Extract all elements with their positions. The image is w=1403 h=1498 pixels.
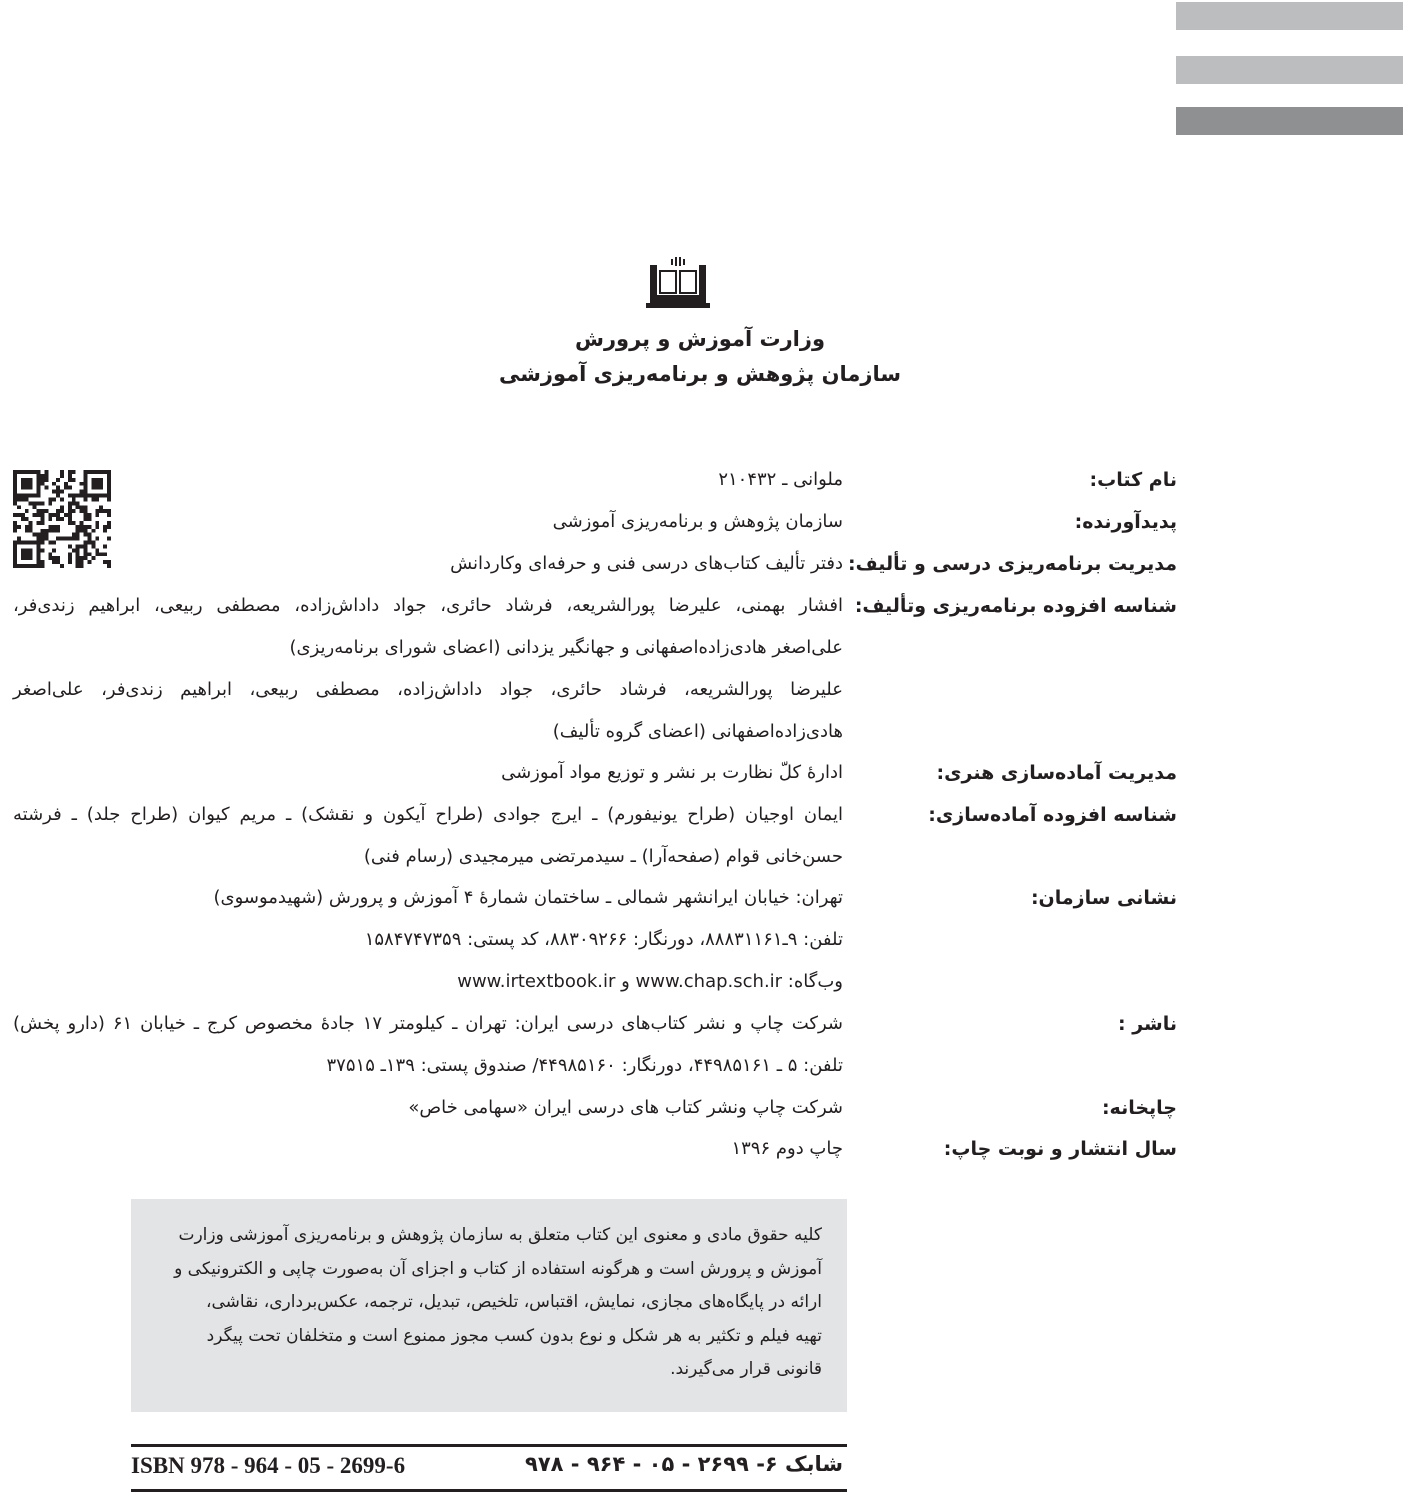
curriculum-id-line-4: هادی‌زاده‌اصفهانی (اعضای گروه تألیف) [552,721,843,742]
curriculum-id-label: شناسه افزوده برنامه‌ریزی وتألیف: [854,595,1177,617]
address-line-2: تلفن: ۹ـ۸۸۸۳۱۱۶۱، دورنگار: ۸۸۳۰۹۲۶۶، کد پستی: ۱۵۸۴۷۴۷۳۵۹ [364,929,843,950]
ministry-book-emblem-icon [646,256,710,310]
curriculum-management-value: دفتر تألیف کتاب‌های درسی فنی و حرفه‌ای وکاردانش [450,553,843,574]
art-id-line-2: حسن‌خانی قوام (صفحه‌آرا) ـ سیدمرتضی میرمجیدی (رسام فنی) [363,846,843,867]
decorative-tab-3 [1176,107,1403,135]
ministry-title: وزارت آموزش و پرورش [574,327,826,351]
edition-value: چاپ دوم ۱۳۹۶ [731,1138,843,1159]
address-line-3: وب‌گاه: www.chap.sch.ir و www.irtextbook.ir [457,971,843,992]
curriculum-id-line-2: علی‌اصغر هادی‌زاده‌اصفهانی و جهانگیر یزدانی (اعضای شورای برنامه‌ریزی) [289,637,843,658]
notice-line-5: قانونی قرار می‌گیرند. [670,1359,822,1379]
decorative-tab-2 [1176,56,1403,84]
art-management-label: مدیریت آماده‌سازی هنری: [936,762,1177,784]
art-id-line-1: ایمان اوجیان (طراح یونیفورم) ـ ایرج جوادی (طراح آیکون و نقشک) ـ مریم کیوان (طراح جلد) ـ فرشته [13,804,843,825]
curriculum-id-line-1: افشار بهمنی، علیرضا پورالشریعه، فرشاد حائری، جواد داداش‌زاده، مصطفی ربیعی، ابراهیم زندی‌فر، [13,595,843,616]
publisher-line-1: شرکت چاپ و نشر کتاب‌های درسی ایران: تهران ـ کیلومتر ۱۷ جادهٔ مخصوص کرج ـ خیابان ۶۱ (دارو پخش) [13,1013,844,1034]
notice-line-2: آموزش و پرورش است و هرگونه استفاده از کتاب و اجزای آن به‌صورت چاپی و الکترونیکی و [174,1258,822,1279]
curriculum-management-label: مدیریت برنامه‌ریزی درسی و تألیف: [847,553,1177,575]
qr-code-icon [12,470,112,568]
book-name-label: نام کتاب: [1089,469,1177,491]
decorative-tab-1 [1176,2,1403,30]
edition-label: سال انتشار و نوبت چاپ: [943,1138,1177,1160]
creator-value: سازمان پژوهش و برنامه‌ریزی آموزشی [552,511,843,532]
notice-line-3: ارائه در پایگاه‌های مجازی، نمایش، اقتباس، تلخیص، تبدیل، ترجمه، عکس‌برداری، نقاشی، [205,1292,822,1312]
curriculum-id-line-3: علیرضا پورالشریعه، فرشاد حائری، جواد داداش‌زاده، مصطفی ربیعی، ابراهیم زندی‌فر، علی‌اصغر [13,679,843,700]
printer-label: چاپخانه: [1101,1097,1177,1119]
address-line-1: تهران: خیابان ایرانشهر شمالی ـ ساختمان شمارهٔ ۴ آموزش و پرورش (شهیدموسوی) [213,887,843,908]
printer-value: شرکت چاپ ونشر کتاب های درسی ایران «سهامی خاص» [408,1097,843,1118]
isbn-english: ISBN 978 - 964 - 05 - 2699-6 [131,1453,406,1478]
art-id-label: شناسه افزوده آماده‌سازی: [928,804,1177,826]
publisher-label: ناشر : [1118,1013,1177,1035]
notice-line-1: کلیه حقوق مادی و معنوی این کتاب متعلق به سازمان پژوهش و برنامه‌ریزی آموزشی وزارت [178,1225,822,1245]
book-name-value: ملوانی ـ ۲۱۰۴۳۲ [718,469,843,490]
notice-line-4: تهیه فیلم و تکثیر به هر شکل و نوع بدون کسب مجوز ممنوع است و متخلفان تحت پیگرد [206,1325,822,1346]
creator-label: پدیدآورنده: [1074,511,1177,533]
isbn-persian: شابک ۶- ۲۶۹۹ - ۰۵ - ۹۶۴ - ۹۷۸ [525,1452,843,1476]
art-management-value: ادارهٔ کلّ نظارت بر نشر و توزیع مواد آموزشی [501,762,843,783]
organization-title: سازمان پژوهش و برنامه‌ریزی آموزشی [498,362,902,386]
copyright-notice [131,1199,847,1412]
publisher-line-2: تلفن: ۵ ـ ۴۴۹۸۵۱۶۱، دورنگار: ۴۴۹۸۵۱۶۰/ صندوق پستی: ۱۳۹ـ ۳۷۵۱۵ [326,1055,843,1076]
address-label: نشانی سازمان: [1030,887,1177,909]
